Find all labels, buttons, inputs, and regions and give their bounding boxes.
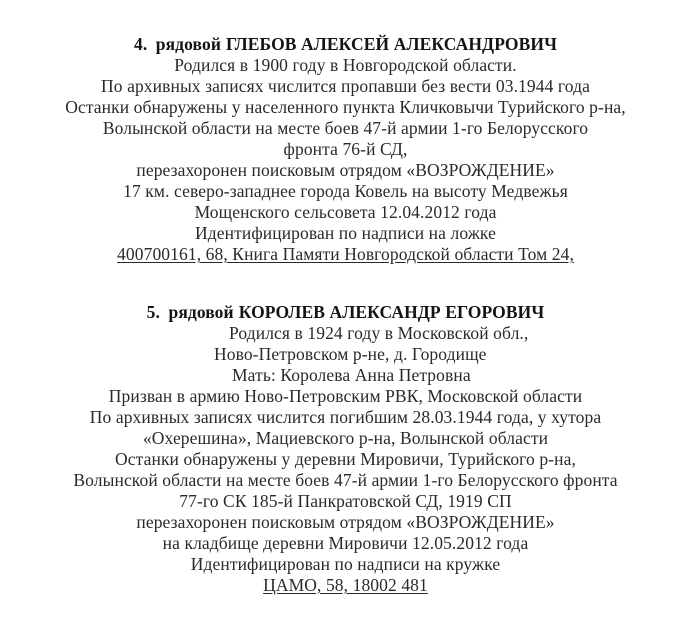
entry-5-line: Останки обнаружены у деревни Мировичи, Турийского р-на, [115, 449, 576, 469]
entry-5-line: на кладбище деревни Мировичи 12.05.2012 года [162, 533, 529, 553]
entry-5-source [0, 575, 691, 595]
entry-4-source-text: 400700161, 68, Книга Памяти Новгородской области Том 24, [117, 244, 574, 264]
entry-5-line: Мать: Королева Анна Петровна [232, 365, 471, 385]
entry-5-line: Родился в 1924 году в Московской обл., [229, 323, 529, 343]
entry-4-number: 4. [133, 34, 148, 54]
entry-4-line: По архивных записях числится пропавши без вести 03.1944 года [101, 76, 590, 96]
entry-5-line: Призван в армию Ново-Петровским РВК, Московской области [108, 386, 583, 406]
entry-5-number: 5. [146, 302, 160, 322]
entry-4-line: Идентифицирован по надписи на ложке [195, 223, 496, 243]
entry-5-heading [0, 302, 691, 322]
entry-5-rank: рядовой [168, 302, 234, 322]
entry-4-source [0, 244, 691, 264]
entry-4-name: ГЛЕБОВ АЛЕКСЕЙ АЛЕКСАНДРОВИЧ [226, 34, 558, 54]
entry-5-name: КОРОЛЕВ АЛЕКСАНДР ЕГОРОВИЧ [238, 302, 545, 322]
entry-4-line: Мощенского сельсовета 12.04.2012 года [194, 202, 497, 222]
entry-5-line: По архивных записях числится погибшим 28.03.1944 года, у хутора [89, 407, 602, 427]
entry-5-line: «Охерешина», Мациевского р-на, Волынской области [142, 428, 549, 448]
entry-5-line: Волынской области на месте боев 47-й армии 1-го Белорусского фронта [73, 470, 618, 490]
entry-4-line: 17 км. северо-западнее города Ковель на высоту Медвежья [123, 181, 568, 201]
entry-5-line: 77-го СК 185-й Панкратовской СД, 1919 СП [179, 491, 512, 511]
entry-5-line: Идентифицирован по надписи на кружке [190, 554, 501, 574]
entry-4-heading [0, 34, 691, 54]
entry-4-line: фронта 76-й СД, [283, 139, 408, 159]
entry-4-line: перезахоронен поисковым отрядом «ВОЗРОЖДЕНИЕ» [136, 160, 555, 180]
entry-4-line: Родился в 1900 году в Новгородской области. [174, 55, 517, 75]
entry-4-rank: рядовой [155, 34, 222, 54]
entry-5-line: Ново-Петровском р-не, д. Городище [214, 344, 487, 364]
entry-5-line: перезахоронен поисковым отрядом «ВОЗРОЖДЕНИЕ» [136, 512, 555, 532]
entry-4-line: Останки обнаружены у населенного пункта Кличковычи Турийского р-на, [65, 97, 626, 117]
entry-4-line: Волынской области на месте боев 47-й армии 1-го Белорусского [102, 118, 589, 138]
entry-5-source-text: ЦАМО, 58, 18002 481 [263, 575, 428, 595]
